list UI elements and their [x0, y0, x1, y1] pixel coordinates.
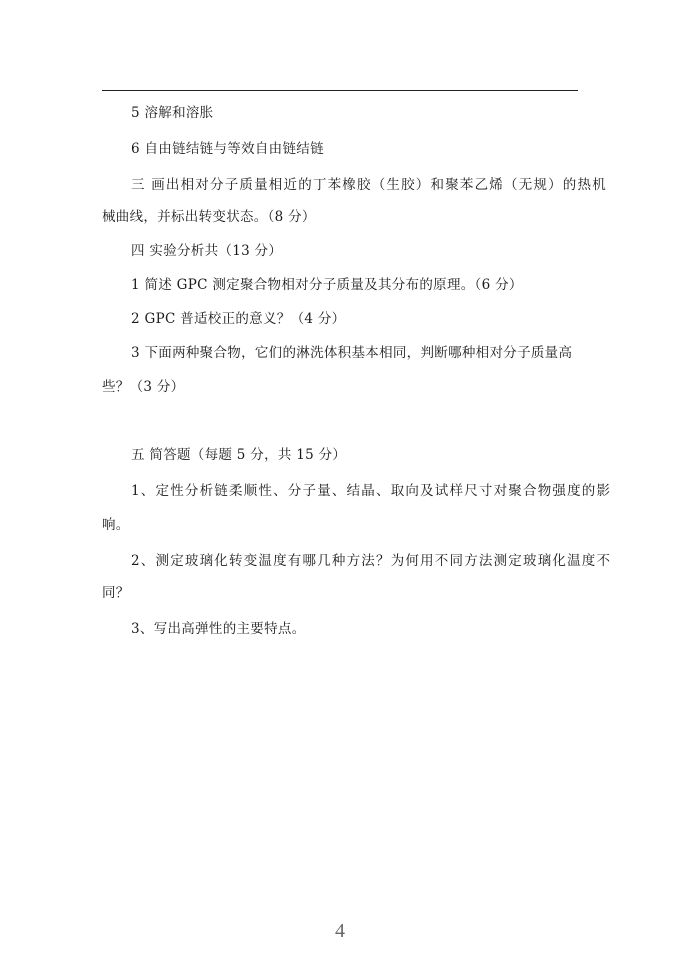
item-5-dissolution-swelling: 5 溶解和溶胀	[131, 105, 214, 121]
section-five-question-1-line-2: 响。	[102, 517, 130, 533]
section-five-question-1-line-1: 1、定性分析链柔顺性、分子量、结晶、取向及试样尺寸对聚合物强度的影	[131, 483, 612, 499]
section-four-question-1: 1 简述 GPC 测定聚合物相对分子质量及其分布的原理。（6 分）	[131, 277, 523, 293]
header-rule	[102, 90, 578, 91]
section-four-question-3-line-2: 些？（3 分）	[102, 379, 185, 395]
section-five-heading: 五 简答题（每题 5 分，共 15 分）	[131, 447, 347, 463]
section-three-line-1: 三 画出相对分子质量相近的丁苯橡胶（生胶）和聚苯乙烯（无规）的热机	[131, 177, 607, 193]
section-five-question-3: 3、写出高弹性的主要特点。	[131, 621, 306, 637]
section-five-question-2-line-2: 同？	[102, 585, 130, 601]
section-five-question-2-line-1: 2、测定玻璃化转变温度有哪几种方法？为何用不同方法测定玻璃化温度不	[131, 553, 612, 569]
section-four-heading: 四 实验分析共（13 分）	[131, 243, 283, 259]
section-four-question-2: 2 GPC 普适校正的意义？（4 分）	[131, 311, 346, 327]
item-6-freely-jointed-chain: 6 自由链结链与等效自由链结链	[131, 141, 324, 157]
section-four-question-3-line-1: 3 下面两种聚合物，它们的淋洗体积基本相同，判断哪种相对分子质量高	[131, 345, 573, 361]
section-three-line-2: 械曲线，并标出转变状态。（8 分）	[102, 209, 316, 225]
page-number: 4	[335, 920, 345, 942]
